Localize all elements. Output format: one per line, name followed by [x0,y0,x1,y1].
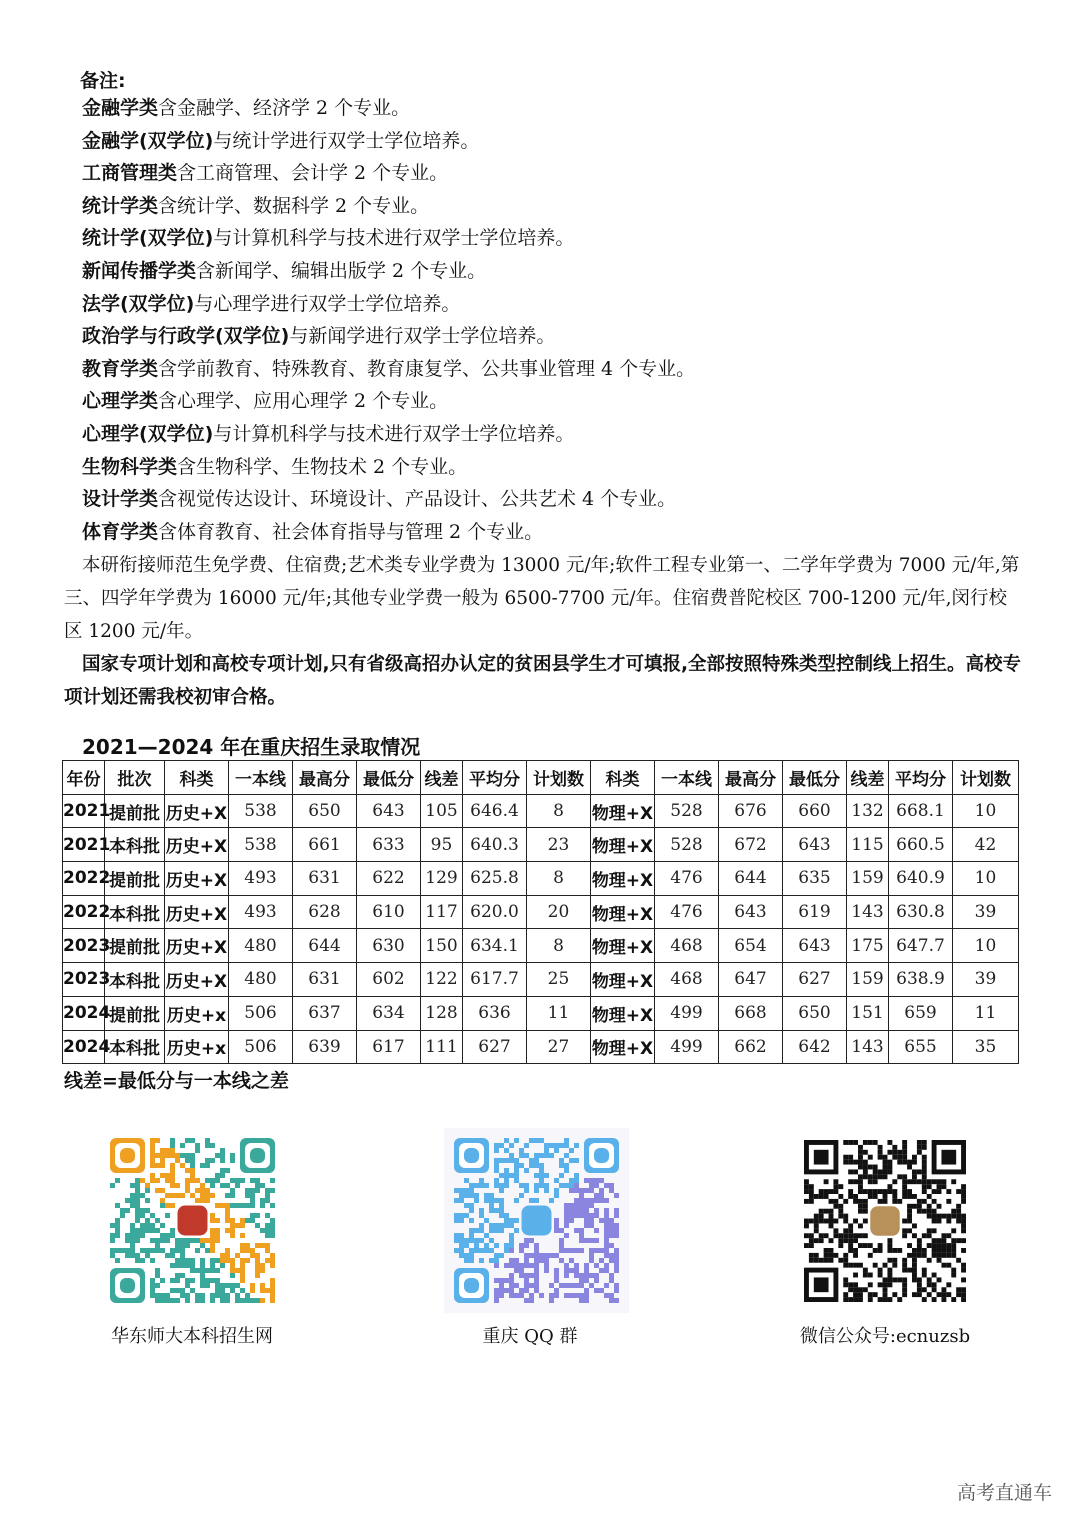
table-cell: 602 [357,963,421,997]
table-cell: 617.7 [463,963,527,997]
note-term: 政治学与行政学(双学位) [82,325,290,348]
qr-code-icon [454,1138,619,1303]
note-description: 与统计学进行双学士学位培养。 [213,129,480,152]
note-item [82,388,448,414]
table-cell: 643 [357,794,421,828]
table-cell: 476 [655,895,719,929]
table-cell: 672 [719,828,783,862]
table-header-cell: 年份 [63,761,105,795]
table-cell: 23 [527,828,591,862]
qr-wechat [804,1140,966,1302]
table-cell: 634.1 [463,929,527,963]
table-cell: 历史+x [165,996,229,1030]
table-cell: 630 [357,929,421,963]
table-cell: 27 [527,1030,591,1064]
table-cell: 640.9 [889,862,953,896]
table-cell: 644 [719,862,783,896]
table-cell: 631 [293,963,357,997]
note-item [82,291,460,317]
table-cell: 历史+X [165,963,229,997]
table-cell: 117 [421,895,463,929]
table-cell: 本科批 [105,963,165,997]
note-description: 含统计学、数据科学 2 个专业。 [158,194,430,217]
table-header-cell: 最低分 [783,761,847,795]
table-cell: 676 [719,794,783,828]
table-cell: 668.1 [889,794,953,828]
table-header-cell: 一本线 [229,761,293,795]
table-cell: 175 [847,929,889,963]
table-cell: 634 [357,996,421,1030]
table-cell: 2021 [63,828,105,862]
table-cell: 115 [847,828,889,862]
table-cell: 620.0 [463,895,527,929]
table-row [63,1030,1019,1064]
special-plan-text: 国家专项计划和高校专项计划,只有省级高招办认定的贫困县学生才可填报,全部按照特殊类型控制线上招生。高校专项计划还需我校初审合格。 [64,654,1022,708]
note-description: 含新闻学、编辑出版学 2 个专业。 [196,260,487,282]
table-row [63,828,1019,862]
note-item [82,193,429,219]
note-item [82,454,467,480]
table-header-cell: 线差 [421,761,463,795]
table-row [63,963,1019,997]
table-cell: 643 [783,828,847,862]
table-cell: 627 [463,1030,527,1064]
qr-code-icon [804,1140,966,1302]
table-cell: 42 [953,828,1019,862]
table-cell: 644 [293,929,357,963]
table-cell: 630.8 [889,895,953,929]
table-cell: 39 [953,963,1019,997]
table-cell: 617 [357,1030,421,1064]
table-cell: 468 [655,929,719,963]
table-cell: 128 [421,996,463,1030]
table-cell: 105 [421,794,463,828]
table-cell: 506 [229,1030,293,1064]
table-row [63,794,1019,828]
note-term: 法学(双学位) [82,292,195,315]
qr-label-admission-site: 华东师大本科招生网 [111,1326,273,1347]
note-description: 含视觉传达设计、环境设计、产品设计、公共艺术 4 个专业。 [158,488,677,511]
qr-code-icon [110,1138,275,1303]
table-cell: 129 [421,862,463,896]
table-cell: 660 [783,794,847,828]
table-cell: 643 [783,929,847,963]
table-cell: 661 [293,828,357,862]
table-header-cell: 科类 [165,761,229,795]
table-cell: 11 [527,996,591,1030]
note-term: 心理学类 [82,390,159,413]
table-cell: 历史+X [165,929,229,963]
table-cell: 11 [953,996,1019,1030]
table-cell: 499 [655,1030,719,1064]
table-cell: 638.9 [889,963,953,997]
table-cell: 8 [527,794,591,828]
table-cell: 610 [357,895,421,929]
table-cell: 物理+X [591,895,655,929]
table-cell: 8 [527,929,591,963]
table-cell: 151 [847,996,889,1030]
table-cell: 528 [655,828,719,862]
table-row [63,929,1019,963]
fee-text: 本研衔接师范生免学费、住宿费;艺术类专业学费为 13000 元/年;软件工程专业第一、二学年学费为 7000 元/年,第三、四学年学费为 16000 元/年;其他专业学费一般为 6500-7700 元/年。住宿费普陀校区 700-1200 元/年,闵行校区 1200 元/年。 [64,555,1020,642]
note-term: 心理学(双学位) [82,423,214,445]
note-description: 与计算机科学与技术进行双学士学位培养。 [213,423,575,445]
table-cell: 8 [527,862,591,896]
table-cell: 历史+X [165,828,229,862]
note-description: 与计算机科学与技术进行双学士学位培养。 [213,227,575,250]
note-term: 新闻传播学类 [82,260,197,282]
note-item [82,128,479,154]
table-cell: 642 [783,1030,847,1064]
table-header-cell: 平均分 [463,761,527,795]
table-cell: 635 [783,862,847,896]
table-cell: 622 [357,862,421,896]
table-cell: 619 [783,895,847,929]
table-cell: 143 [847,1030,889,1064]
table-cell: 2022 [63,895,105,929]
table-cell: 本科批 [105,895,165,929]
watermark: 高考直通车 [956,1482,1052,1504]
table-cell: 655 [889,1030,953,1064]
table-header-cell: 线差 [847,761,889,795]
table-cell: 10 [953,929,1019,963]
table-cell: 35 [953,1030,1019,1064]
table-cell: 物理+X [591,1030,655,1064]
table-cell: 物理+X [591,828,655,862]
table-cell: 636 [463,996,527,1030]
note-description: 含工商管理、会计学 2 个专业。 [177,162,449,185]
table-cell: 物理+X [591,929,655,963]
table-header-cell: 一本线 [655,761,719,795]
table-cell: 2021 [63,794,105,828]
note-description: 与新闻学进行双学士学位培养。 [289,325,556,348]
table-cell: 本科批 [105,1030,165,1064]
note-description: 与心理学进行双学士学位培养。 [194,292,461,315]
table-footnote: 线差=最低分与一本线之差 [64,1070,289,1092]
qr-admission-site [110,1138,275,1303]
note-term: 统计学类 [82,194,159,217]
table-cell: 493 [229,895,293,929]
table-cell: 668 [719,996,783,1030]
note-item [82,95,410,121]
table-cell: 物理+X [591,963,655,997]
note-item [82,519,543,545]
table-body [63,794,1019,1064]
table-cell: 10 [953,794,1019,828]
note-description: 含体育教育、社会体育指导与管理 2 个专业。 [158,520,544,543]
table-cell: 647.7 [889,929,953,963]
table-cell: 660.5 [889,828,953,862]
table-cell: 2024 [63,996,105,1030]
table-cell: 提前批 [105,996,165,1030]
table-cell: 111 [421,1030,463,1064]
note-description: 含生物科学、生物技术 2 个专业。 [177,455,468,478]
table-cell: 650 [783,996,847,1030]
table-header-cell: 平均分 [889,761,953,795]
table-header-cell: 计划数 [527,761,591,795]
qr-qq-group [444,1128,629,1313]
note-description: 含心理学、应用心理学 2 个专业。 [158,390,449,413]
table-cell: 538 [229,794,293,828]
table-cell: 物理+X [591,794,655,828]
table-cell: 476 [655,862,719,896]
table-cell: 39 [953,895,1019,929]
table-header-cell: 最高分 [719,761,783,795]
table-cell: 提前批 [105,929,165,963]
note-item [82,421,574,447]
table-cell: 493 [229,862,293,896]
table-cell: 627 [783,963,847,997]
table-cell: 物理+X [591,862,655,896]
table-cell: 10 [953,862,1019,896]
table-cell: 639 [293,1030,357,1064]
table-cell: 2023 [63,963,105,997]
table-header-cell: 批次 [105,761,165,795]
note-term: 工商管理类 [82,162,178,185]
note-term: 生物科学类 [82,455,178,478]
table-cell: 646.4 [463,794,527,828]
table-cell: 122 [421,963,463,997]
table-cell: 历史+X [165,862,229,896]
table-cell: 662 [719,1030,783,1064]
note-term: 教育学类 [82,357,159,380]
table-cell: 633 [357,828,421,862]
table-cell: 468 [655,963,719,997]
note-term: 设计学类 [82,488,159,511]
table-header-cell: 最低分 [357,761,421,795]
table-cell: 2022 [63,862,105,896]
table-header-cell: 科类 [591,761,655,795]
table-row [63,895,1019,929]
table-cell: 159 [847,862,889,896]
fee-paragraph [64,549,1024,648]
table-title: 2021—2024 年在重庆招生录取情况 [82,735,421,759]
table-cell: 637 [293,996,357,1030]
table-header-cell: 最高分 [293,761,357,795]
table-row [63,862,1019,896]
special-plan-paragraph [64,648,1024,714]
table-cell: 650 [293,794,357,828]
table-cell: 95 [421,828,463,862]
table-cell: 480 [229,963,293,997]
table-cell: 150 [421,929,463,963]
note-term: 体育学类 [82,520,159,543]
qr-label-qq-group: 重庆 QQ 群 [482,1326,578,1347]
table-cell: 628 [293,895,357,929]
table-cell: 25 [527,963,591,997]
table-cell: 159 [847,963,889,997]
table-cell: 640.3 [463,828,527,862]
table-cell: 647 [719,963,783,997]
table-cell: 提前批 [105,862,165,896]
table-cell: 物理+X [591,996,655,1030]
table-cell: 506 [229,996,293,1030]
table-cell: 历史+X [165,794,229,828]
table-cell: 480 [229,929,293,963]
note-description: 含学前教育、特殊教育、教育康复学、公共事业管理 4 个专业。 [158,357,696,380]
table-cell: 历史+x [165,1030,229,1064]
note-item [82,258,486,284]
note-term: 金融学类 [82,97,159,119]
note-term: 金融学(双学位) [82,129,214,152]
table-cell: 631 [293,862,357,896]
table-cell: 2023 [63,929,105,963]
table-cell: 538 [229,828,293,862]
table-cell: 本科批 [105,828,165,862]
table-cell: 2024 [63,1030,105,1064]
table-cell: 654 [719,929,783,963]
note-item [82,160,448,186]
table-cell: 提前批 [105,794,165,828]
table-cell: 528 [655,794,719,828]
table-cell: 625.8 [463,862,527,896]
table-cell: 历史+X [165,895,229,929]
note-term: 统计学(双学位) [82,227,214,250]
table-cell: 643 [719,895,783,929]
table-header-cell: 计划数 [953,761,1019,795]
note-description: 含金融学、经济学 2 个专业。 [158,97,411,119]
table-header-row [63,761,1019,795]
notes-title: 备注: [80,70,126,92]
qr-label-wechat: 微信公众号:ecnuzsb [799,1326,971,1347]
note-item [82,225,574,251]
table-cell: 659 [889,996,953,1030]
note-item [82,356,695,382]
table-cell: 499 [655,996,719,1030]
table-cell: 143 [847,895,889,929]
table-row [63,996,1019,1030]
note-item [82,486,676,512]
note-item [82,323,555,349]
table-cell: 20 [527,895,591,929]
admission-table [62,760,1019,1064]
table-cell: 132 [847,794,889,828]
